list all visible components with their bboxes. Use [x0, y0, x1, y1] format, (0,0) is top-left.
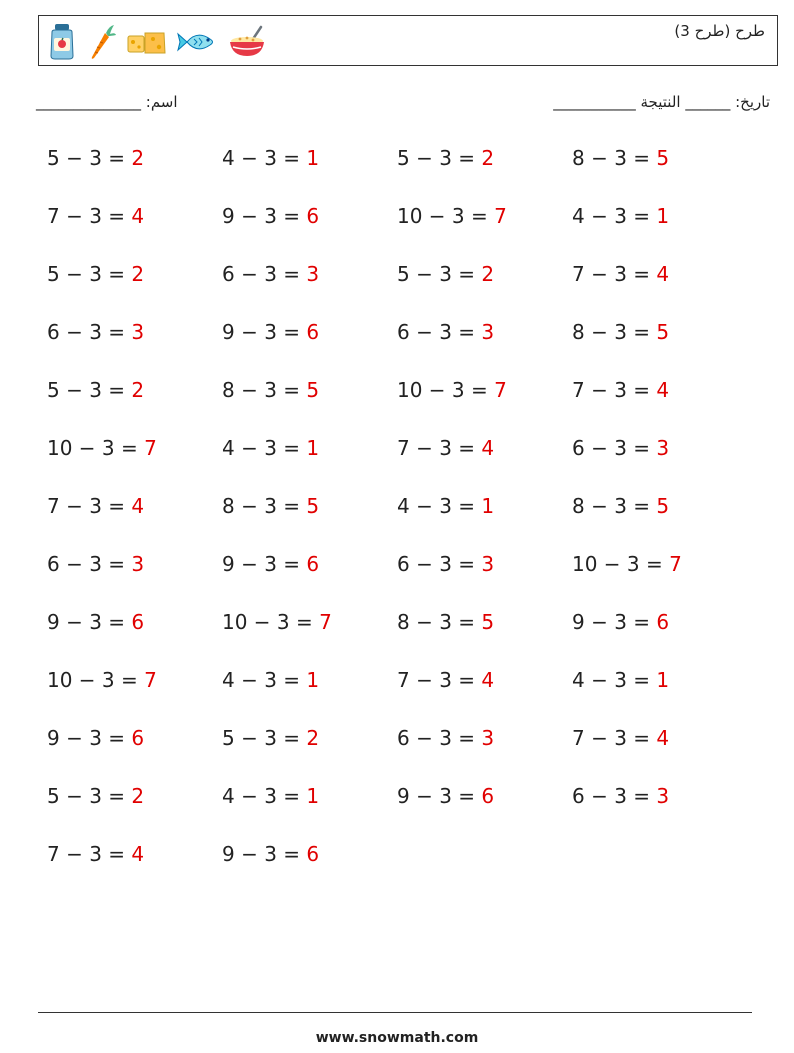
problem-item	[572, 552, 682, 576]
problem-expression: 6 − 3 =	[572, 784, 657, 808]
problem-answer: 3	[306, 262, 320, 286]
problem-expression: 9 − 3 =	[222, 320, 307, 344]
problem-item	[222, 320, 319, 344]
problem-answer: 5	[306, 378, 320, 402]
problem-expression: 10 − 3 =	[47, 668, 145, 692]
problem-answer: 5	[656, 146, 670, 170]
problem-answer: 4	[481, 668, 495, 692]
problem-answer: 2	[481, 262, 495, 286]
problem-answer: 4	[656, 262, 670, 286]
page-title: طرح (طرح 3)	[674, 22, 765, 40]
problem-item	[397, 436, 494, 460]
jar-icon	[47, 23, 77, 61]
problem-answer: 2	[131, 378, 145, 402]
problem-expression: 5 − 3 =	[47, 262, 132, 286]
problem-answer: 5	[481, 610, 495, 634]
problem-item	[397, 204, 507, 228]
problem-item	[397, 494, 494, 518]
problem-expression: 9 − 3 =	[222, 204, 307, 228]
problem-expression: 8 − 3 =	[572, 494, 657, 518]
bowl-icon	[227, 25, 267, 59]
problem-item	[222, 784, 319, 808]
problem-expression: 7 − 3 =	[397, 436, 482, 460]
problem-answer: 5	[656, 494, 670, 518]
problem-item	[397, 146, 494, 170]
problem-answer: 4	[131, 842, 145, 866]
problem-expression: 5 − 3 =	[397, 146, 482, 170]
footer-divider	[38, 1012, 752, 1013]
problem-expression: 4 − 3 =	[572, 668, 657, 692]
problem-item	[397, 726, 494, 750]
problem-item	[572, 262, 669, 286]
problem-expression: 4 − 3 =	[222, 436, 307, 460]
problem-expression: 6 − 3 =	[47, 552, 132, 576]
name-field: اسم: ______________	[36, 93, 178, 111]
problem-answer: 7	[144, 436, 157, 460]
problem-expression: 9 − 3 =	[222, 552, 307, 576]
problem-expression: 7 − 3 =	[47, 842, 132, 866]
problem-item	[222, 842, 319, 866]
problem-item	[572, 494, 669, 518]
problem-item	[397, 262, 494, 286]
problem-item	[222, 204, 319, 228]
problem-item	[47, 668, 157, 692]
problem-answer: 7	[669, 552, 682, 576]
problem-expression: 4 − 3 =	[397, 494, 482, 518]
problem-answer: 3	[481, 726, 495, 750]
problem-expression: 9 − 3 =	[397, 784, 482, 808]
problem-item	[397, 784, 494, 808]
problem-expression: 6 − 3 =	[397, 726, 482, 750]
problem-expression: 6 − 3 =	[222, 262, 307, 286]
problem-item	[397, 668, 494, 692]
problem-item	[397, 610, 494, 634]
problem-expression: 4 − 3 =	[572, 204, 657, 228]
problem-expression: 9 − 3 =	[47, 726, 132, 750]
problem-answer: 7	[144, 668, 157, 692]
problem-answer: 1	[306, 146, 320, 170]
problem-expression: 5 − 3 =	[47, 378, 132, 402]
problem-expression: 7 − 3 =	[47, 494, 132, 518]
problem-expression: 6 − 3 =	[572, 436, 657, 460]
problem-expression: 10 − 3 =	[397, 204, 495, 228]
footer-url: www.snowmath.com	[315, 1030, 479, 1046]
problem-answer: 1	[656, 668, 670, 692]
problem-answer: 3	[131, 320, 145, 344]
problem-item	[222, 552, 319, 576]
problem-expression: 5 − 3 =	[47, 146, 132, 170]
problem-answer: 3	[481, 320, 495, 344]
problem-expression: 4 − 3 =	[222, 784, 307, 808]
cheese-icon	[127, 27, 167, 57]
problem-expression: 7 − 3 =	[47, 204, 132, 228]
problem-item	[47, 204, 144, 228]
problem-item	[572, 668, 669, 692]
problem-answer: 7	[494, 204, 507, 228]
problem-item	[47, 436, 157, 460]
problem-item	[572, 784, 669, 808]
problem-item	[222, 668, 319, 692]
problem-answer: 5	[656, 320, 670, 344]
problem-expression: 7 − 3 =	[572, 378, 657, 402]
problem-answer: 1	[306, 668, 320, 692]
problem-answer: 4	[656, 378, 670, 402]
problem-answer: 4	[481, 436, 495, 460]
problem-expression: 10 − 3 =	[572, 552, 670, 576]
problem-item	[572, 320, 669, 344]
problem-item	[572, 436, 669, 460]
problem-item	[47, 378, 144, 402]
problem-answer: 5	[306, 494, 320, 518]
date-score-field: تاريخ: ______ النتيجة ___________	[553, 93, 770, 111]
problem-answer: 3	[656, 784, 670, 808]
problem-item	[47, 784, 144, 808]
problem-expression: 4 − 3 =	[222, 146, 307, 170]
header-icons	[47, 22, 267, 62]
problem-answer: 1	[656, 204, 670, 228]
problem-item	[572, 146, 669, 170]
problem-answer: 3	[656, 436, 670, 460]
problem-expression: 6 − 3 =	[47, 320, 132, 344]
problem-item	[47, 494, 144, 518]
problem-answer: 6	[481, 784, 495, 808]
problem-expression: 8 − 3 =	[222, 494, 307, 518]
problem-expression: 8 − 3 =	[222, 378, 307, 402]
worksheet-header	[38, 15, 778, 66]
problem-expression: 6 − 3 =	[397, 552, 482, 576]
problem-item	[222, 494, 319, 518]
problem-expression: 7 − 3 =	[572, 726, 657, 750]
problem-expression: 5 − 3 =	[397, 262, 482, 286]
problem-answer: 6	[656, 610, 670, 634]
problem-answer: 4	[656, 726, 670, 750]
problem-item	[397, 320, 494, 344]
problem-answer: 2	[131, 784, 145, 808]
problem-answer: 1	[306, 784, 320, 808]
fish-icon	[177, 27, 217, 57]
problem-answer: 2	[306, 726, 320, 750]
problem-answer: 4	[131, 204, 145, 228]
problem-expression: 7 − 3 =	[572, 262, 657, 286]
problem-expression: 9 − 3 =	[222, 842, 307, 866]
problem-expression: 9 − 3 =	[47, 610, 132, 634]
problem-expression: 5 − 3 =	[47, 784, 132, 808]
problem-answer: 6	[306, 320, 320, 344]
problem-expression: 5 − 3 =	[222, 726, 307, 750]
problem-answer: 6	[306, 204, 320, 228]
problem-item	[222, 262, 319, 286]
problem-expression: 6 − 3 =	[397, 320, 482, 344]
problem-answer: 2	[131, 262, 145, 286]
problem-answer: 1	[306, 436, 320, 460]
problem-answer: 3	[131, 552, 145, 576]
problem-item	[222, 146, 319, 170]
carrot-icon	[87, 23, 117, 61]
problem-answer: 3	[481, 552, 495, 576]
problem-expression: 8 − 3 =	[572, 320, 657, 344]
problem-item	[222, 726, 319, 750]
problem-expression: 10 − 3 =	[397, 378, 495, 402]
problem-item	[572, 378, 669, 402]
problem-expression: 9 − 3 =	[572, 610, 657, 634]
problem-answer: 4	[131, 494, 145, 518]
problem-expression: 10 − 3 =	[222, 610, 320, 634]
problem-expression: 7 − 3 =	[397, 668, 482, 692]
problem-item	[47, 610, 144, 634]
problem-item	[397, 378, 507, 402]
problem-item	[47, 726, 144, 750]
problem-item	[222, 610, 332, 634]
problem-answer: 2	[481, 146, 495, 170]
problem-answer: 1	[481, 494, 495, 518]
problem-answer: 6	[131, 610, 145, 634]
problem-expression: 10 − 3 =	[47, 436, 145, 460]
problem-item	[47, 146, 144, 170]
problem-item	[222, 436, 319, 460]
problem-item	[572, 610, 669, 634]
problem-item	[222, 378, 319, 402]
problem-item	[47, 842, 144, 866]
problem-expression: 8 − 3 =	[572, 146, 657, 170]
problem-answer: 6	[131, 726, 145, 750]
problem-answer: 6	[306, 842, 320, 866]
problem-expression: 4 − 3 =	[222, 668, 307, 692]
problem-item	[572, 726, 669, 750]
problem-item	[47, 552, 144, 576]
problem-item	[47, 320, 144, 344]
problem-expression: 8 − 3 =	[397, 610, 482, 634]
problem-item	[572, 204, 669, 228]
problem-item	[397, 552, 494, 576]
problem-answer: 7	[494, 378, 507, 402]
problem-answer: 2	[131, 146, 145, 170]
problem-answer: 7	[319, 610, 332, 634]
problem-item	[47, 262, 144, 286]
problem-answer: 6	[306, 552, 320, 576]
